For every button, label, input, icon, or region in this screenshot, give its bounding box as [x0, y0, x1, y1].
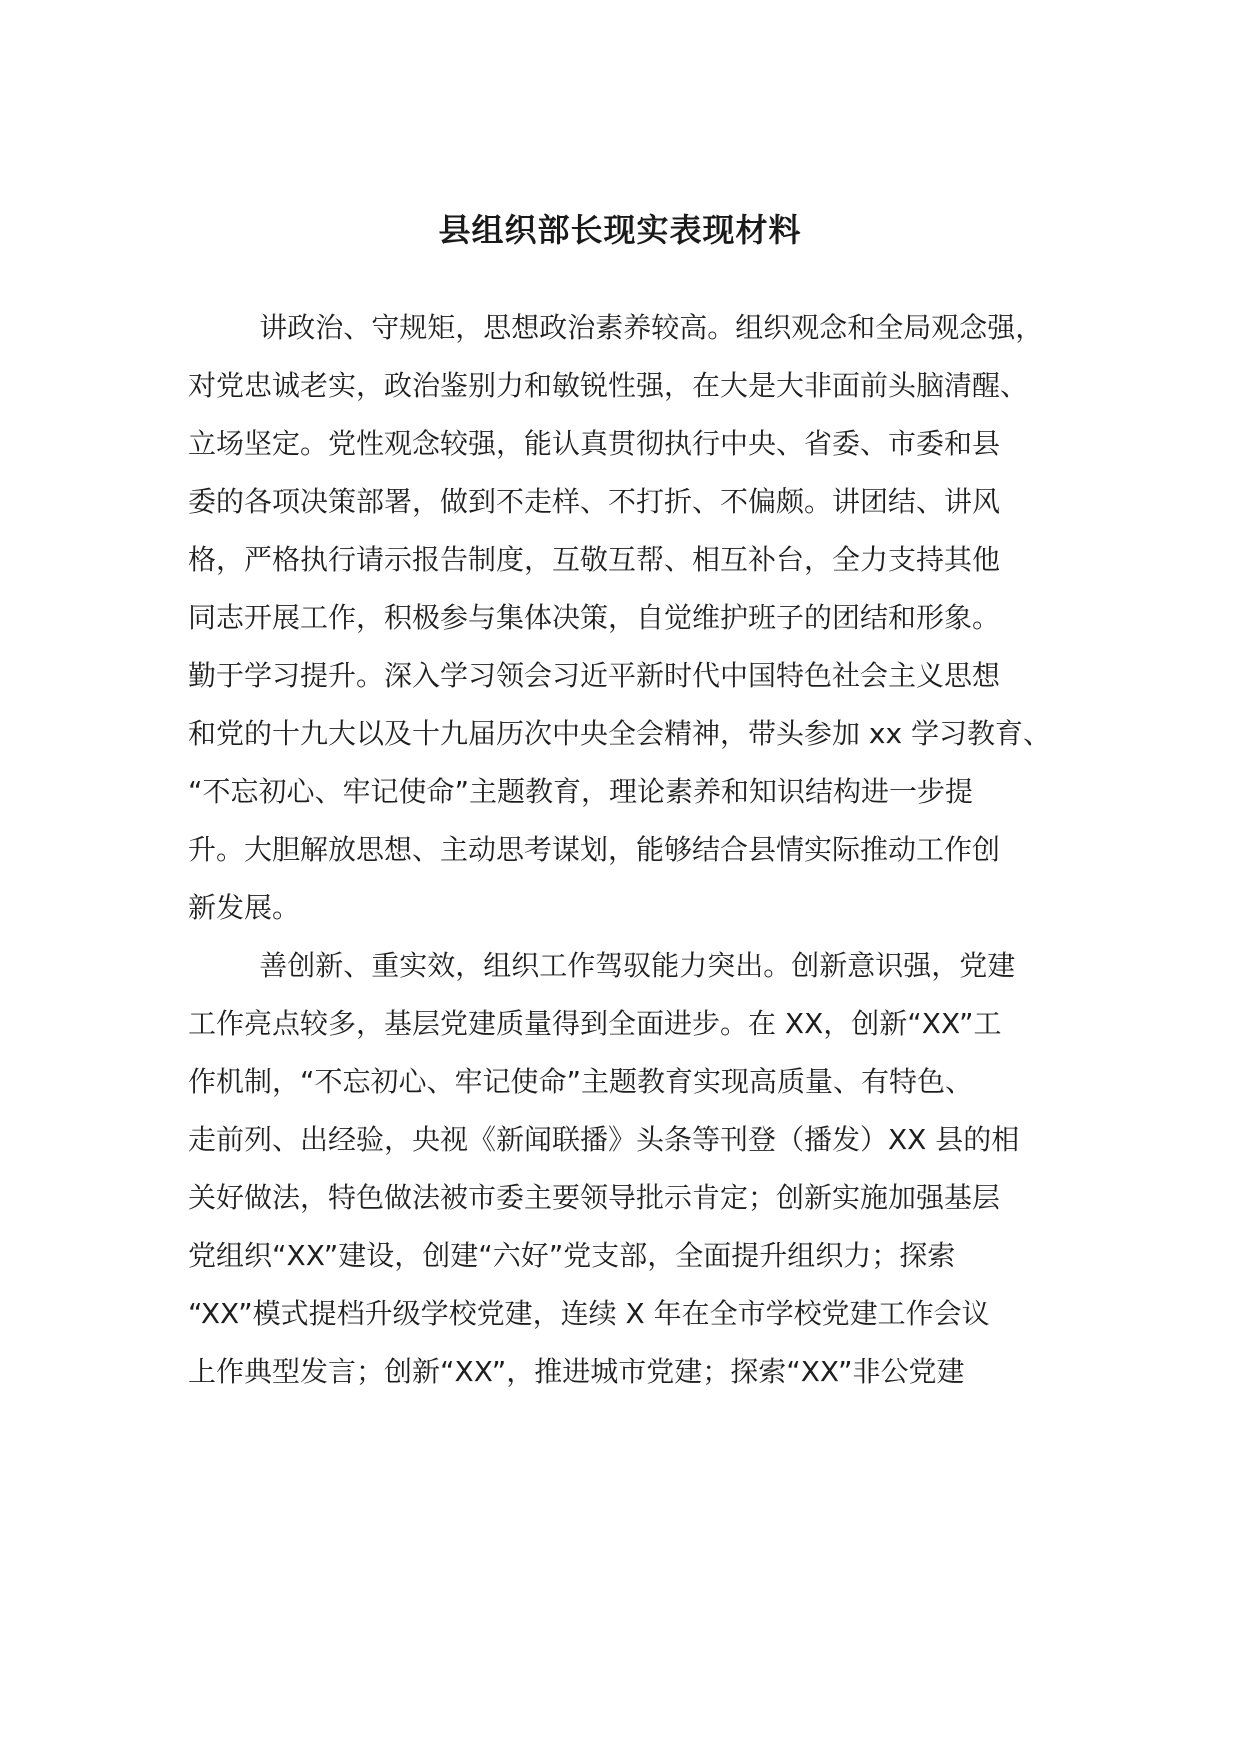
- body-line: 和党的十九大以及十九届历次中央全会精神，带头参加 xx 学习教育、: [188, 717, 1051, 750]
- document-title: 县组织部长现实表现材料: [438, 211, 802, 249]
- body-line: 勤于学习提升。深入学习领会习近平新时代中国特色社会主义思想: [188, 659, 1001, 692]
- body-line: 委的各项决策部署，做到不走样、不打折、不偏颇。讲团结、讲风: [188, 485, 1001, 518]
- body-line: “XX”模式提档升级学校党建，连续 X 年在全市学校党建工作会议: [188, 1297, 990, 1330]
- body-line: 同志开展工作，积极参与集体决策，自觉维护班子的团结和形象。: [188, 601, 1001, 634]
- body-line: 对党忠诚老实，政治鉴别力和敏锐性强，在大是大非面前头脑清醒、: [188, 369, 1029, 402]
- body-line: 善创新、重实效，组织工作驾驭能力突出。创新意识强，党建: [188, 949, 1016, 982]
- body-line: 上作典型发言；创新“XX”，推进城市党建；探索“XX”非公党建: [188, 1355, 965, 1388]
- body-line: 党组织“XX”建设，创建“六好”党支部，全面提升组织力；探索: [188, 1239, 956, 1272]
- body-line: “不忘初心、牢记使命”主题教育，理论素养和知识结构进一步提: [188, 775, 974, 808]
- body-line: 关好做法，特色做法被市委主要领导批示肯定；创新实施加强基层: [188, 1181, 1001, 1214]
- body-line: 走前列、出经验，央视《新闻联播》头条等刊登（播发）XX 县的相: [188, 1123, 1020, 1156]
- body-line: 升。大胆解放思想、主动思考谋划，能够结合县情实际推动工作创: [188, 833, 1001, 866]
- body-line: 格，严格执行请示报告制度，互敬互帮、相互补台，全力支持其他: [188, 543, 1001, 576]
- body-line: 作机制，“不忘初心、牢记使命”主题教育实现高质量、有特色、: [188, 1065, 974, 1098]
- body-line: 立场坚定。党性观念较强，能认真贯彻执行中央、省委、市委和县: [188, 427, 1001, 460]
- body-line: 工作亮点较多，基层党建质量得到全面进步。在 XX，创新“XX”工: [188, 1007, 1002, 1040]
- body-line: 讲政治、守规矩，思想政治素养较高。组织观念和全局观念强，: [188, 311, 1044, 344]
- body-line: 新发展。: [188, 891, 301, 924]
